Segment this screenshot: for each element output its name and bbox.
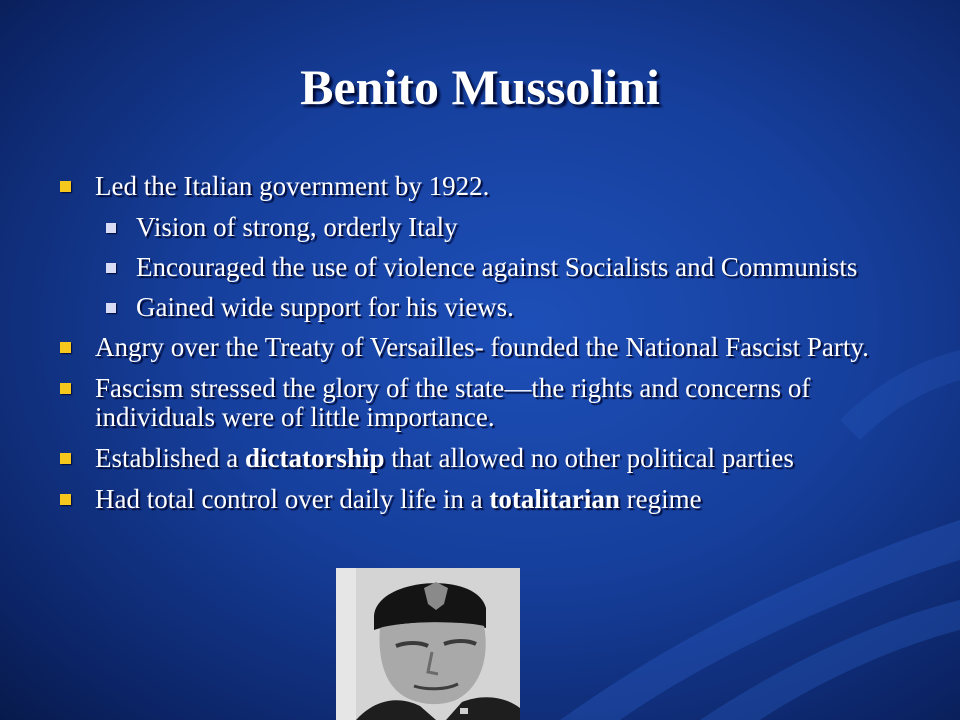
sub-bullet-item (106, 293, 910, 322)
lavender-square-bullet-icon (106, 303, 116, 313)
bullet-item (60, 485, 910, 514)
text-run: Encouraged the use of violence against Socialists and Communists (136, 252, 858, 282)
sub-bullet-item (106, 253, 910, 282)
sub-bullet-item (106, 213, 910, 242)
text-run: Vision of strong, orderly Italy (136, 212, 458, 242)
gold-square-bullet-icon (60, 181, 71, 192)
bold-term: totalitarian (489, 484, 620, 514)
text-run: regime (619, 484, 702, 514)
bullet-list (60, 172, 910, 526)
bullet-text (95, 171, 489, 201)
lavender-square-bullet-icon (106, 263, 116, 273)
gold-square-bullet-icon (60, 383, 71, 394)
bullet-text (136, 252, 857, 282)
text-run: Established a (95, 443, 245, 473)
bullet-text (95, 443, 794, 473)
bullet-text (136, 292, 514, 322)
slide-title: Benito Mussolini (300, 59, 660, 115)
gold-square-bullet-icon (60, 342, 71, 353)
text-run: Angry over the Treaty of Versailles- founded the National Fascist Party. (95, 332, 869, 362)
mussolini-portrait-photo (336, 568, 520, 720)
bullet-item (60, 172, 910, 201)
lavender-square-bullet-icon (106, 223, 116, 233)
gold-square-bullet-icon (60, 494, 71, 505)
bullet-item (60, 374, 910, 432)
text-run: Had total control over daily life in a (95, 484, 490, 514)
bold-term: dictatorship (244, 443, 385, 473)
bullet-item (60, 333, 910, 362)
bullet-text (136, 212, 458, 242)
bullet-text (95, 484, 702, 514)
text-run: Led the Italian government by 1922. (95, 171, 490, 201)
bullet-text (95, 332, 869, 362)
text-run: that allowed no other political parties (384, 443, 794, 473)
gold-square-bullet-icon (60, 453, 71, 464)
text-run: Fascism stressed the glory of the state—the rights and concerns of individuals were of little importance. (95, 373, 811, 432)
bullet-item (60, 444, 910, 473)
bullet-text (95, 373, 810, 432)
text-run: Gained wide support for his views. (136, 292, 514, 322)
